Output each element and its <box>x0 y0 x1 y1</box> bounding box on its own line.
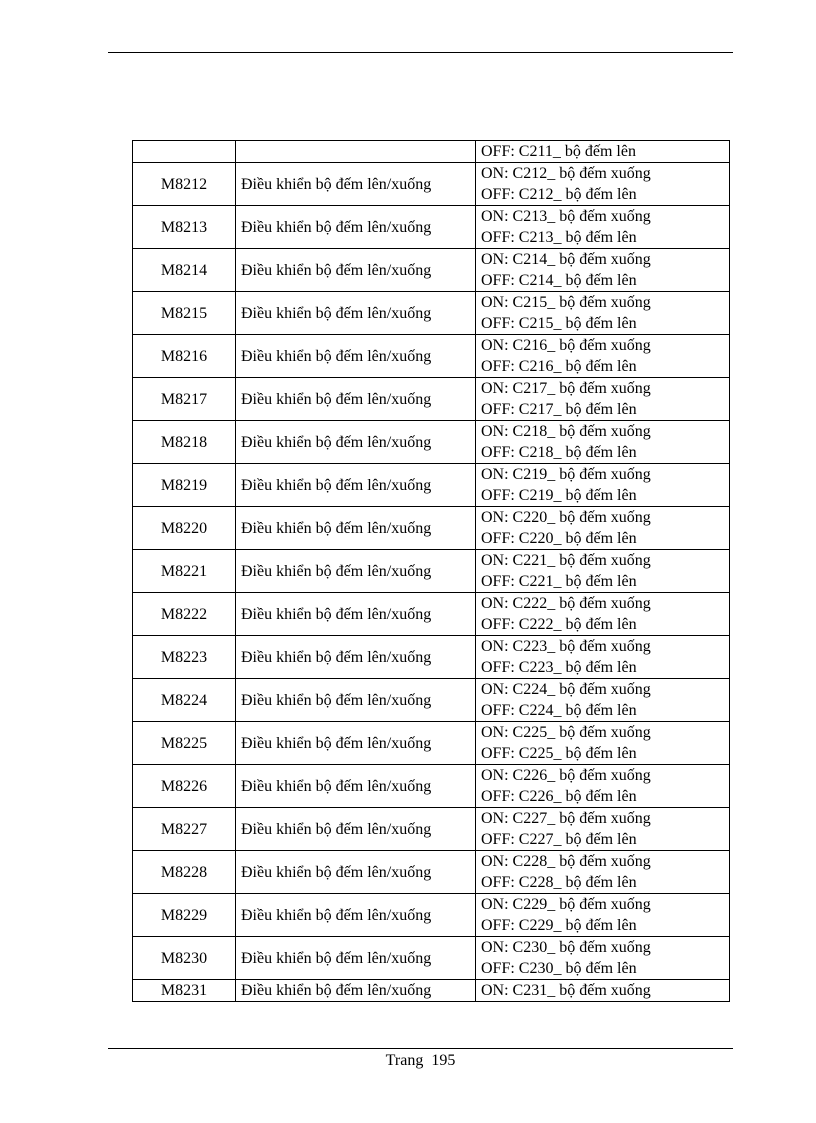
table-row <box>133 507 730 550</box>
table-row <box>133 163 730 206</box>
description-cell: Điều khiển bộ đếm lên/xuống <box>236 980 476 1002</box>
description-cell: Điều khiển bộ đếm lên/xuống <box>236 378 476 421</box>
description-cell <box>236 141 476 163</box>
description-cell: Điều khiển bộ đếm lên/xuống <box>236 851 476 894</box>
state-cell <box>476 507 730 550</box>
table-row <box>133 421 730 464</box>
relay-code-cell: M8224 <box>133 679 236 722</box>
state-cell <box>476 937 730 980</box>
off-state-text: OFF: C222_ bộ đếm lên <box>481 616 637 633</box>
off-state-text: OFF: C216_ bộ đếm lên <box>481 358 637 375</box>
relay-code-cell: M8223 <box>133 636 236 679</box>
relay-code-cell: M8221 <box>133 550 236 593</box>
relay-code-cell <box>133 141 236 163</box>
description-cell: Điều khiển bộ đếm lên/xuống <box>236 636 476 679</box>
on-state-text: ON: C214_ bộ đếm xuống <box>481 251 651 268</box>
state-cell <box>476 980 730 1002</box>
off-state-text: OFF: C215_ bộ đếm lên <box>481 315 637 332</box>
page-footer <box>108 1052 733 1070</box>
relay-code-cell: M8216 <box>133 335 236 378</box>
table-row <box>133 292 730 335</box>
off-state-text: OFF: C227_ bộ đếm lên <box>481 831 637 848</box>
table-row <box>133 851 730 894</box>
description-cell: Điều khiển bộ đếm lên/xuống <box>236 679 476 722</box>
state-cell <box>476 421 730 464</box>
description-cell: Điều khiển bộ đếm lên/xuống <box>236 292 476 335</box>
on-state-text: ON: C229_ bộ đếm xuống <box>481 896 651 913</box>
description-cell: Điều khiển bộ đếm lên/xuống <box>236 550 476 593</box>
relay-code-cell: M8217 <box>133 378 236 421</box>
state-cell <box>476 808 730 851</box>
state-cell <box>476 378 730 421</box>
on-state-text: ON: C224_ bộ đếm xuống <box>481 681 651 698</box>
description-cell: Điều khiển bộ đếm lên/xuống <box>236 765 476 808</box>
off-state-text: OFF: C218_ bộ đếm lên <box>481 444 637 461</box>
state-cell <box>476 722 730 765</box>
state-cell <box>476 636 730 679</box>
off-state-text: OFF: C224_ bộ đếm lên <box>481 702 637 719</box>
on-state-text: ON: C221_ bộ đếm xuống <box>481 552 651 569</box>
off-state-text: OFF: C223_ bộ đếm lên <box>481 659 637 676</box>
description-cell: Điều khiển bộ đếm lên/xuống <box>236 894 476 937</box>
relay-code-cell: M8230 <box>133 937 236 980</box>
table-row <box>133 335 730 378</box>
description-cell: Điều khiển bộ đếm lên/xuống <box>236 163 476 206</box>
counter-control-table <box>132 140 730 1002</box>
on-state-text: ON: C212_ bộ đếm xuống <box>481 165 651 182</box>
state-cell <box>476 593 730 636</box>
state-cell <box>476 249 730 292</box>
table-row <box>133 249 730 292</box>
relay-code-cell: M8219 <box>133 464 236 507</box>
description-cell: Điều khiển bộ đếm lên/xuống <box>236 335 476 378</box>
table-row <box>133 378 730 421</box>
table-row <box>133 765 730 808</box>
on-state-text: ON: C217_ bộ đếm xuống <box>481 380 651 397</box>
state-cell <box>476 679 730 722</box>
relay-code-cell: M8213 <box>133 206 236 249</box>
table-row <box>133 937 730 980</box>
description-cell: Điều khiển bộ đếm lên/xuống <box>236 722 476 765</box>
description-cell: Điều khiển bộ đếm lên/xuống <box>236 206 476 249</box>
description-cell: Điều khiển bộ đếm lên/xuống <box>236 507 476 550</box>
off-state-text: OFF: C211_ bộ đếm lên <box>481 143 636 160</box>
table-row <box>133 722 730 765</box>
on-state-text: ON: C223_ bộ đếm xuống <box>481 638 651 655</box>
state-cell <box>476 550 730 593</box>
relay-code-cell: M8225 <box>133 722 236 765</box>
off-state-text: OFF: C229_ bộ đếm lên <box>481 917 637 934</box>
state-cell <box>476 141 730 163</box>
off-state-text: OFF: C214_ bộ đếm lên <box>481 272 637 289</box>
on-state-text: ON: C219_ bộ đếm xuống <box>481 466 651 483</box>
off-state-text: OFF: C220_ bộ đếm lên <box>481 530 637 547</box>
description-cell: Điều khiển bộ đếm lên/xuống <box>236 593 476 636</box>
state-cell <box>476 851 730 894</box>
on-state-text: ON: C226_ bộ đếm xuống <box>481 767 651 784</box>
relay-code-cell: M8226 <box>133 765 236 808</box>
description-cell: Điều khiển bộ đếm lên/xuống <box>236 249 476 292</box>
off-state-text: OFF: C213_ bộ đếm lên <box>481 229 637 246</box>
footer-rule <box>108 1048 733 1049</box>
state-cell <box>476 206 730 249</box>
table-row <box>133 550 730 593</box>
on-state-text: ON: C222_ bộ đếm xuống <box>481 595 651 612</box>
state-cell <box>476 292 730 335</box>
state-cell <box>476 335 730 378</box>
off-state-text: OFF: C221_ bộ đếm lên <box>481 573 637 590</box>
page-label: Trang <box>385 1052 424 1069</box>
relay-code-cell: M8227 <box>133 808 236 851</box>
table-row <box>133 679 730 722</box>
off-state-text: OFF: C219_ bộ đếm lên <box>481 487 637 504</box>
table-row <box>133 636 730 679</box>
on-state-text: ON: C231_ bộ đếm xuống <box>481 982 651 999</box>
on-state-text: ON: C213_ bộ đếm xuống <box>481 208 651 225</box>
relay-code-cell: M8214 <box>133 249 236 292</box>
relay-code-cell: M8218 <box>133 421 236 464</box>
header-rule <box>108 52 733 53</box>
on-state-text: ON: C216_ bộ đếm xuống <box>481 337 651 354</box>
on-state-text: ON: C228_ bộ đếm xuống <box>481 853 651 870</box>
on-state-text: ON: C218_ bộ đếm xuống <box>481 423 651 440</box>
on-state-text: ON: C227_ bộ đếm xuống <box>481 810 651 827</box>
state-cell <box>476 163 730 206</box>
table-row <box>133 894 730 937</box>
relay-code-cell: M8231 <box>133 980 236 1002</box>
on-state-text: ON: C220_ bộ đếm xuống <box>481 509 651 526</box>
relay-code-cell: M8215 <box>133 292 236 335</box>
description-cell: Điều khiển bộ đếm lên/xuống <box>236 808 476 851</box>
relay-code-cell: M8229 <box>133 894 236 937</box>
off-state-text: OFF: C225_ bộ đếm lên <box>481 745 637 762</box>
description-cell: Điều khiển bộ đếm lên/xuống <box>236 464 476 507</box>
on-state-text: ON: C215_ bộ đếm xuống <box>481 294 651 311</box>
state-cell <box>476 765 730 808</box>
off-state-text: OFF: C212_ bộ đếm lên <box>481 186 637 203</box>
table-row <box>133 980 730 1002</box>
relay-code-cell: M8212 <box>133 163 236 206</box>
description-cell: Điều khiển bộ đếm lên/xuống <box>236 421 476 464</box>
state-cell <box>476 894 730 937</box>
relay-code-cell: M8220 <box>133 507 236 550</box>
table-row <box>133 464 730 507</box>
relay-code-cell: M8228 <box>133 851 236 894</box>
table-row <box>133 593 730 636</box>
table-row <box>133 206 730 249</box>
description-cell: Điều khiển bộ đếm lên/xuống <box>236 937 476 980</box>
off-state-text: OFF: C228_ bộ đếm lên <box>481 874 637 891</box>
off-state-text: OFF: C230_ bộ đếm lên <box>481 960 637 977</box>
table-row <box>133 141 730 163</box>
off-state-text: OFF: C226_ bộ đếm lên <box>481 788 637 805</box>
on-state-text: ON: C225_ bộ đếm xuống <box>481 724 651 741</box>
on-state-text: ON: C230_ bộ đếm xuống <box>481 939 651 956</box>
off-state-text: OFF: C217_ bộ đếm lên <box>481 401 637 418</box>
relay-code-cell: M8222 <box>133 593 236 636</box>
state-cell <box>476 464 730 507</box>
table-row <box>133 808 730 851</box>
page-number: 195 <box>431 1052 456 1069</box>
